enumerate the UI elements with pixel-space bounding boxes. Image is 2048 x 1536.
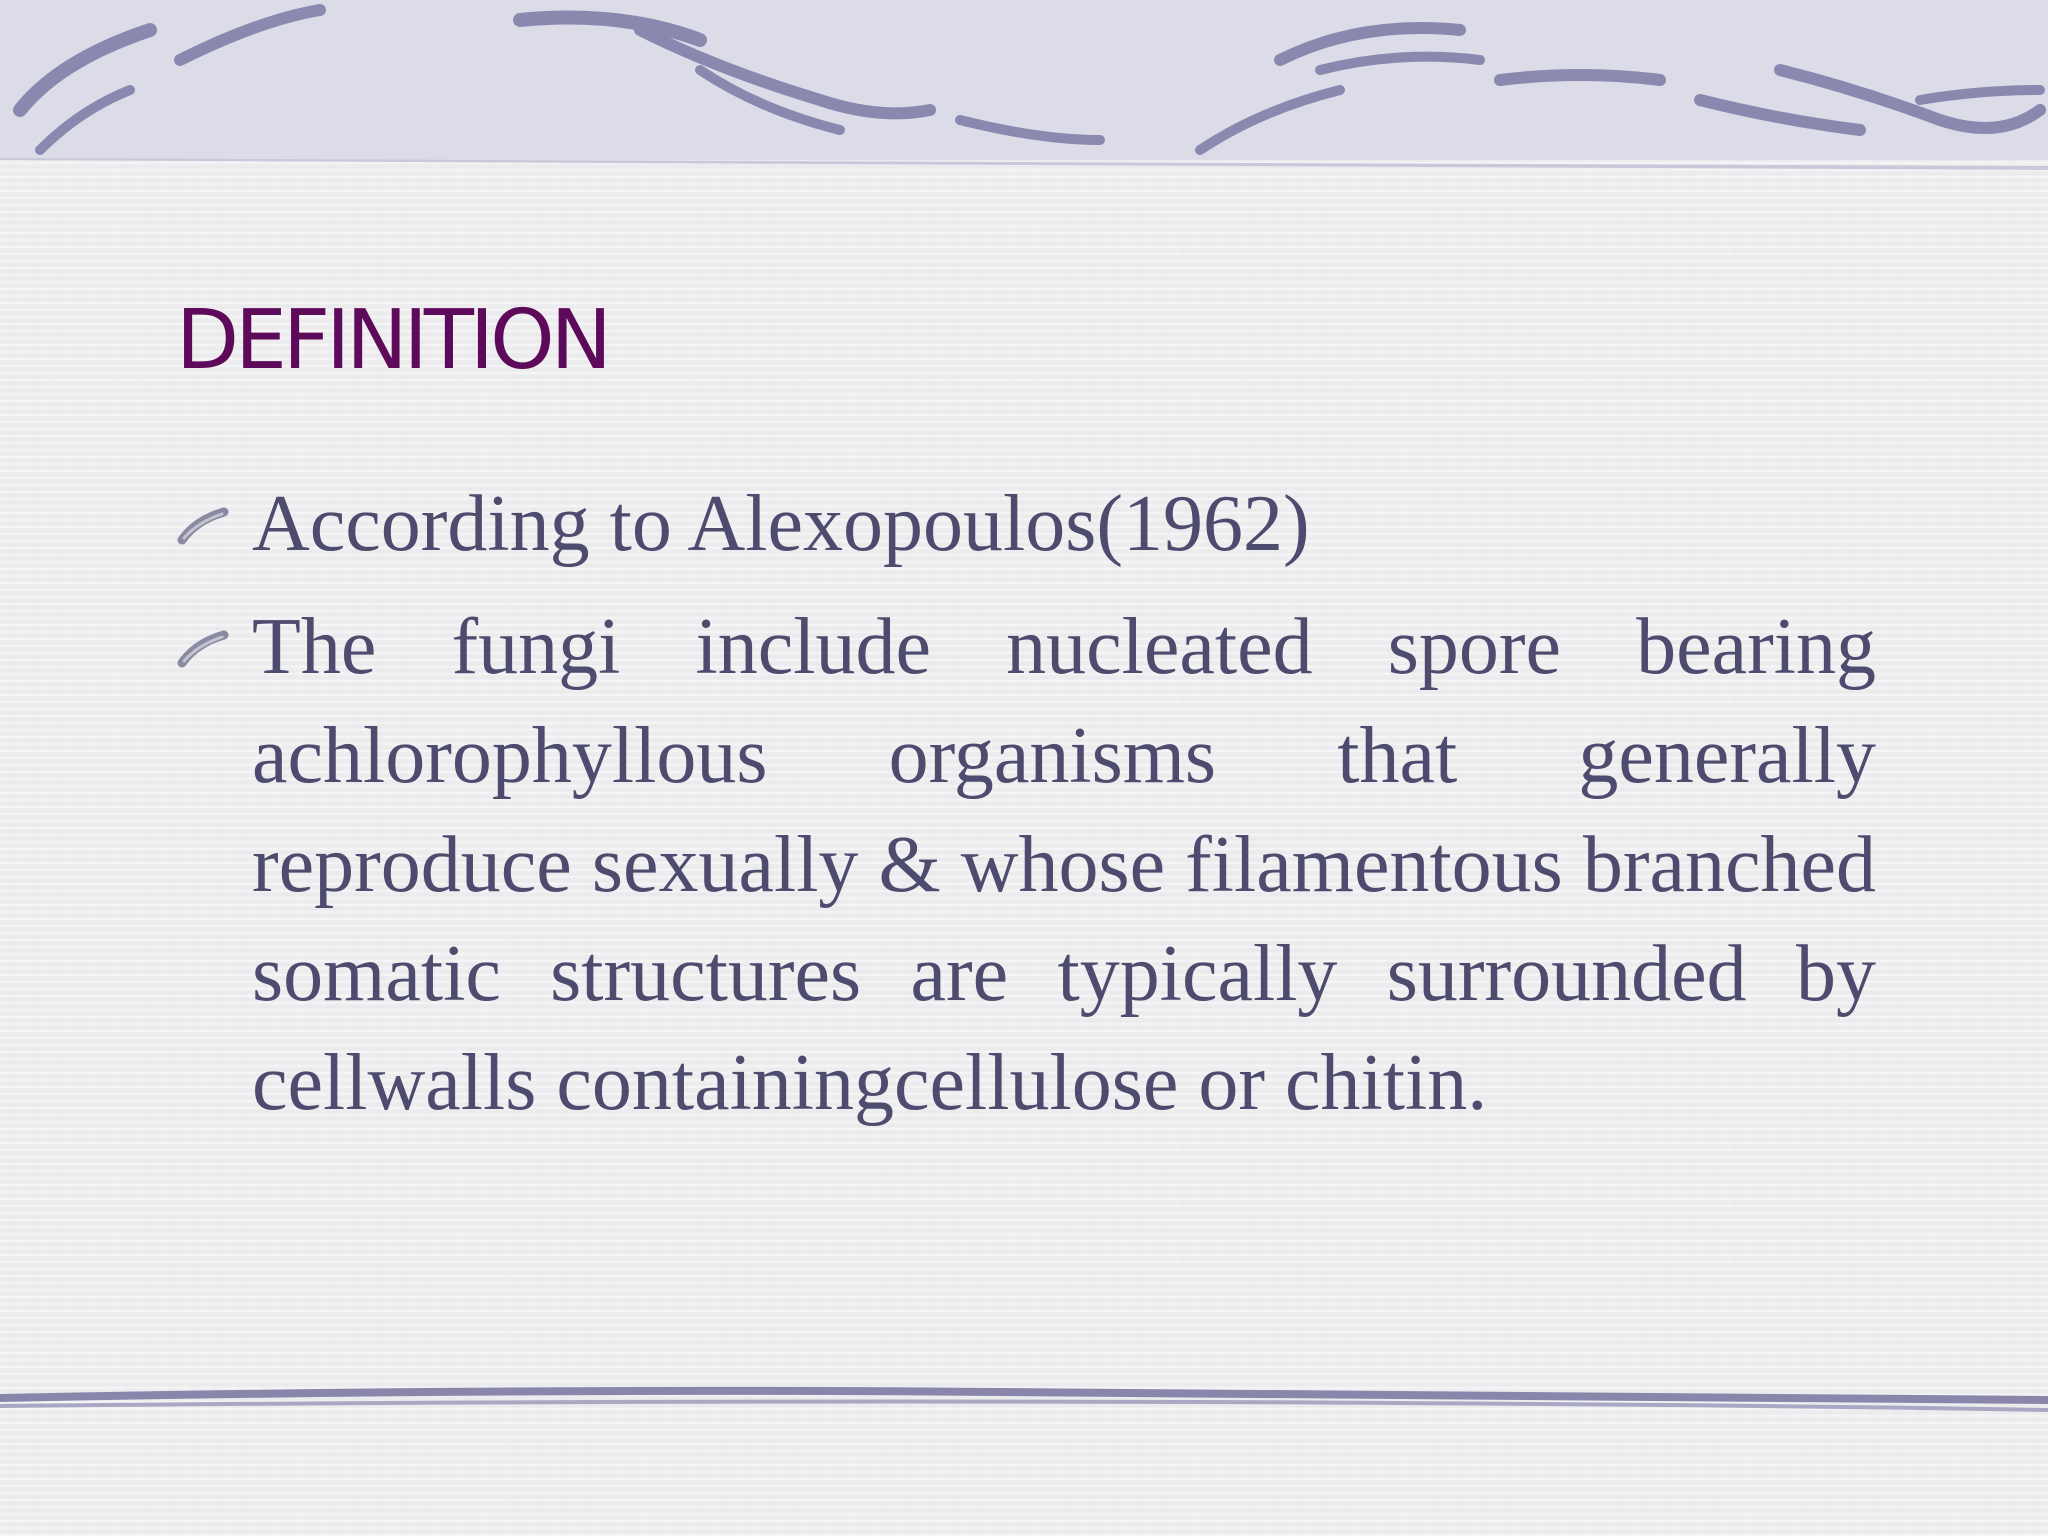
brush-stroke-bullet-icon <box>176 629 232 669</box>
bullet-text-definition: The fungi include nucleated spore bearing achlorophyllous organisms that generally reproduce sexually & whose filamentous branched somatic structures are typically surrounded by cellwalls containingcellulose or chitin. <box>252 603 1876 1127</box>
bullet-list <box>176 470 1876 1152</box>
bullet-item-source <box>176 470 1876 579</box>
bullet-text-source: According to Alexopoulos(1962) <box>252 480 1310 568</box>
bullet-item-definition <box>176 593 1876 1138</box>
footer-brush-rule <box>0 1370 2048 1420</box>
brush-stroke-bullet-icon <box>176 506 232 546</box>
header-brush-band <box>0 0 2048 170</box>
slide-title: DEFINITION <box>176 293 608 388</box>
